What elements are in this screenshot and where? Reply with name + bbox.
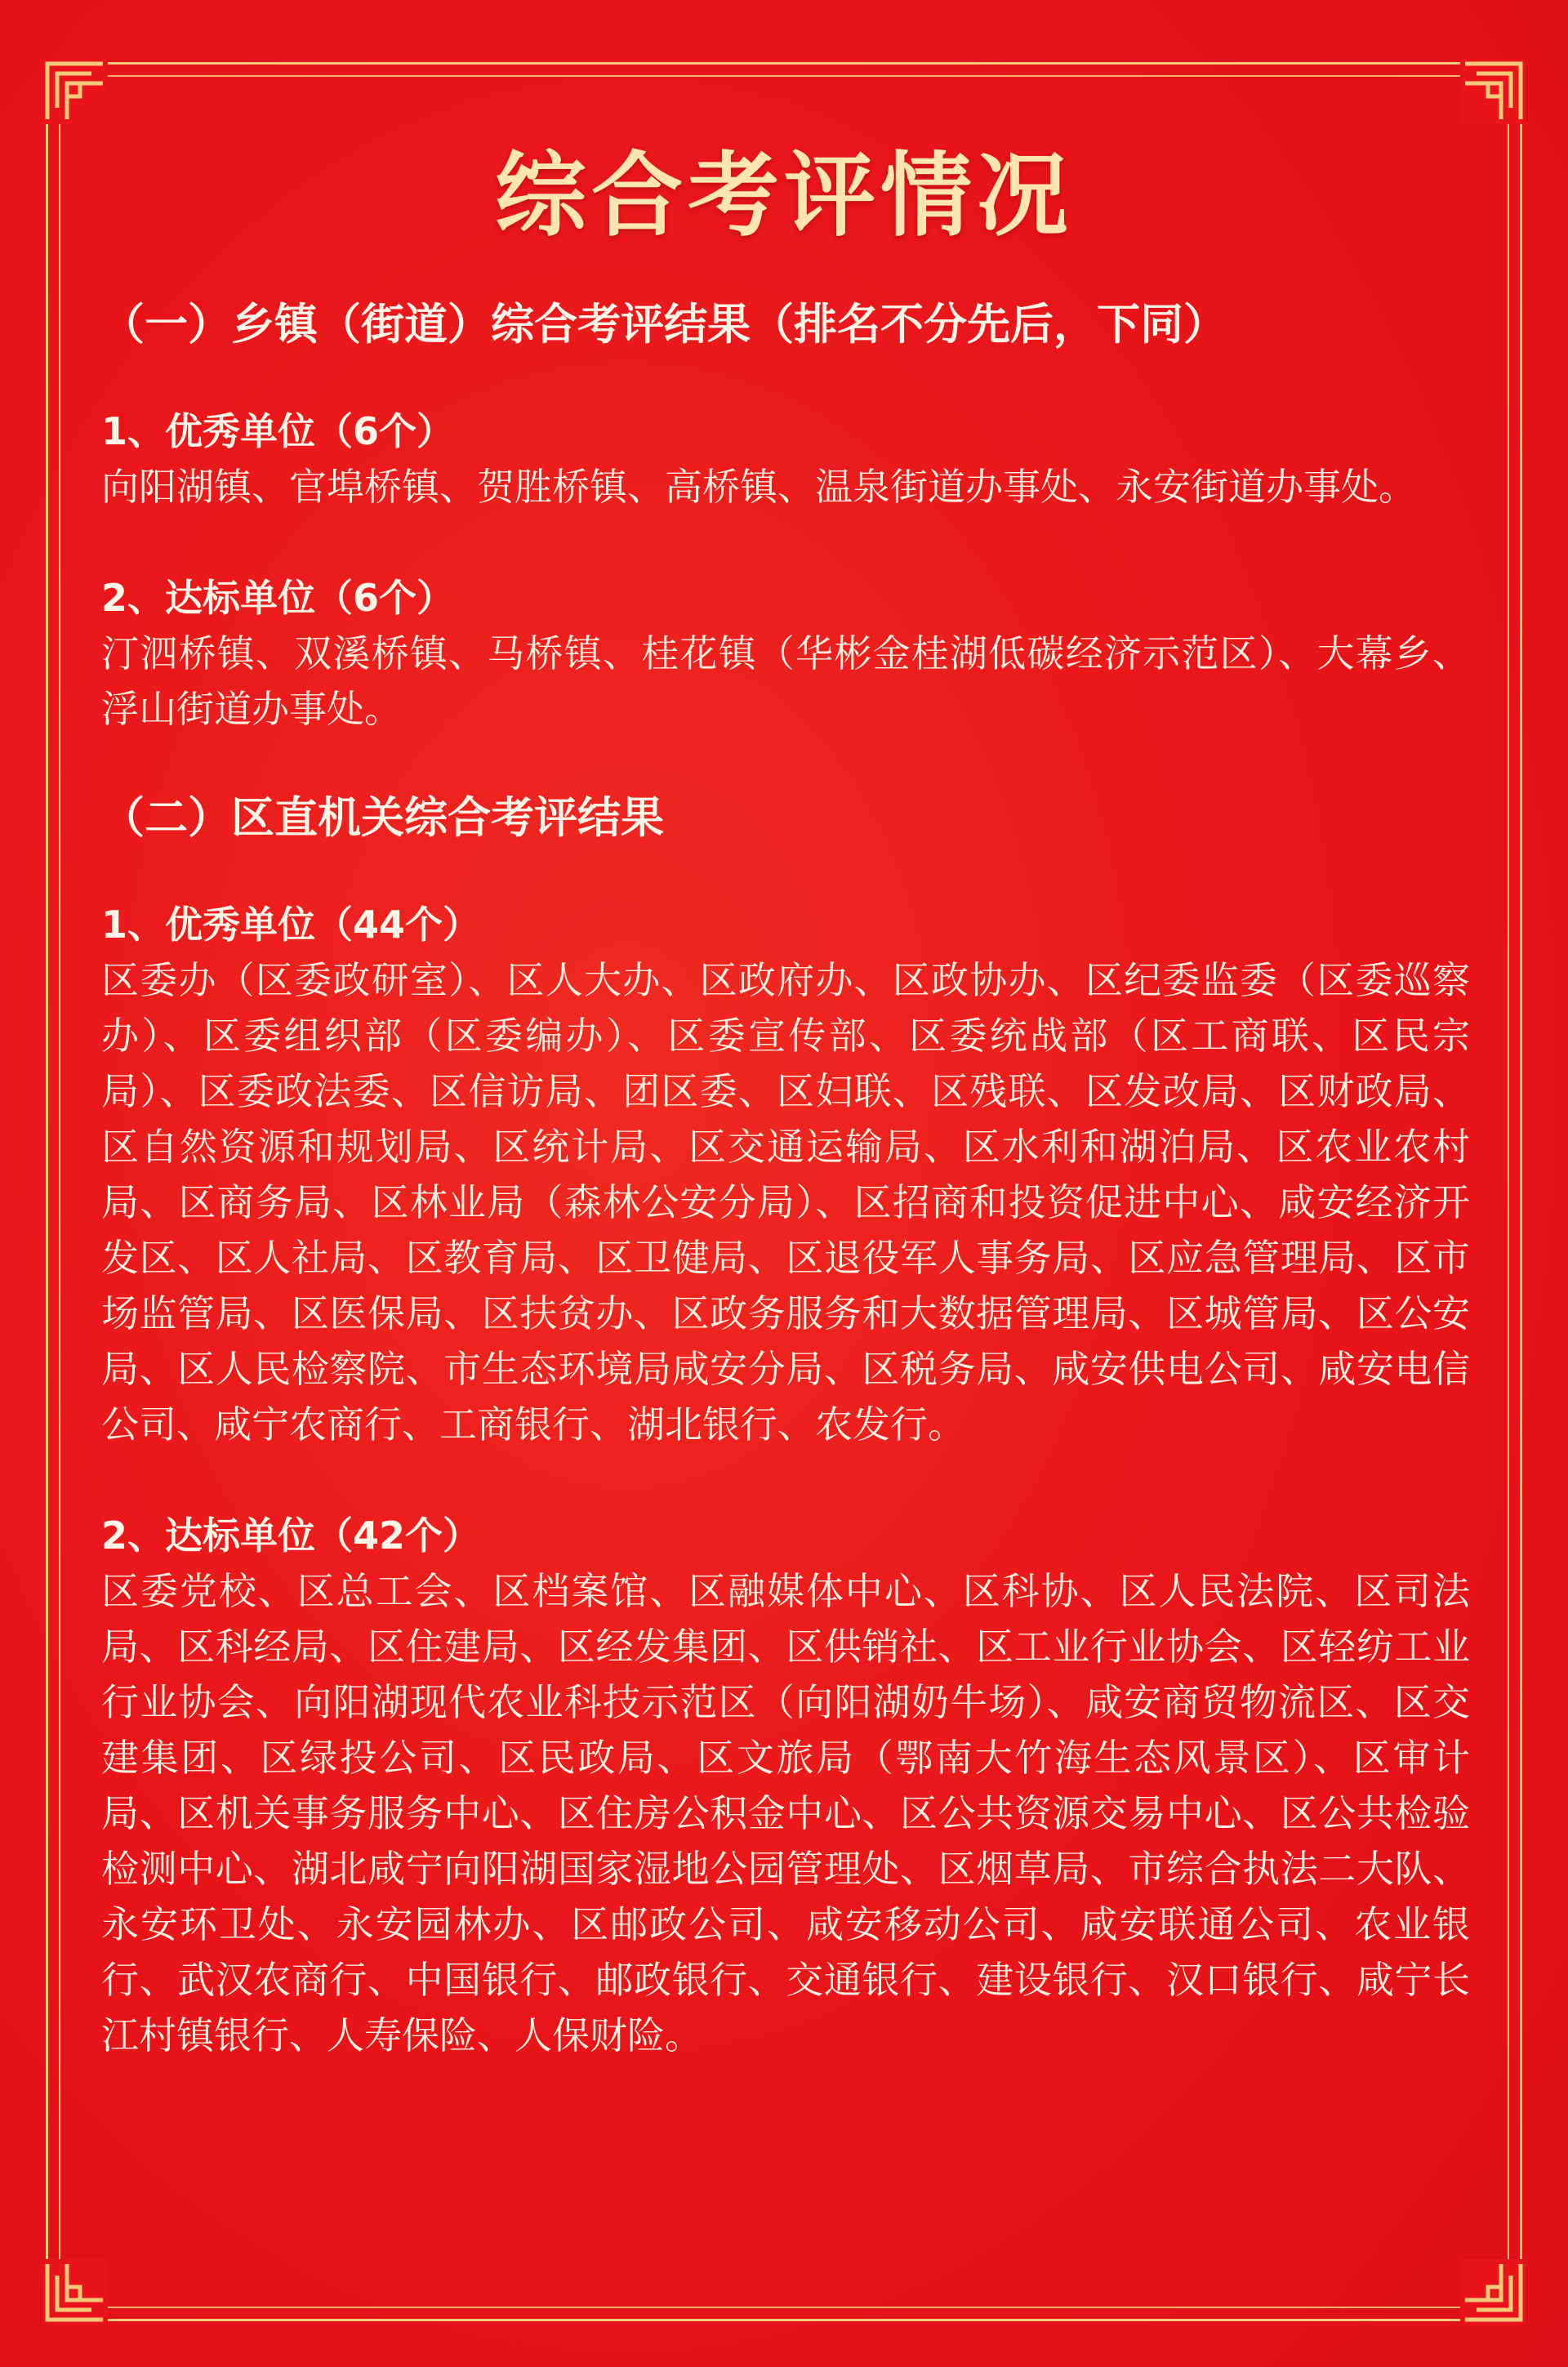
corner-ornament-icon [1460,2259,1526,2325]
towns-standard-label: 2、达标单位（6个） [101,576,455,620]
section-heading-towns: （一）乡镇（街道）综合考评结果（排名不分先后，下同） [101,300,1227,350]
towns-excellent-units: 向阳湖镇、官埠桥镇、贺胜桥镇、高桥镇、温泉街道办事处、永安街道办事处。 [101,465,1416,509]
corner-ornament-icon [42,2259,108,2325]
main-content [101,292,1470,2063]
agencies-excellent-label: 1、优秀单位（44个） [101,903,481,947]
agencies-standard-label: 2、达标单位（42个） [101,1513,481,1558]
section-heading-agencies: （二）区直机关综合考评结果 [101,793,664,843]
towns-excellent-label: 1、优秀单位（6个） [101,409,455,453]
towns-standard-units: 汀泗桥镇、双溪桥镇、马桥镇、桂花镇（华彬金桂湖低碳经济示范区）、大幕乡、浮山街道办事处。 [101,631,1470,731]
agencies-excellent-units: 区委办（区委政研室）、区人大办、区政府办、区政协办、区纪委监委（区委巡察办）、区委组织部（区委编办）、区委宣传部、区委统战部（区工商联、区民宗局）、区委政法委、区信访局、团区委、区妇联、区残联、区发改局、区财政局、区自然资源和规划局、区统计局、区交通运输局、区水利和湖泊局、区农业农村局、区商务局、区林业局（森林公安分局）、区招商和投资促进中心、咸安经济开发区、区人社局、区教育局、区卫健局、区退役军人事务局、区应急管理局、区市场监管局、区医保局、区扶贫办、区政务服务和大数据管理局、区城管局、区公安局、区人民检察院、市生态环境局咸安分局、区税务局、咸安供电公司、咸安电信公司、咸宁农商行、工商银行、湖北银行、农发行。 [101,958,1470,1446]
agencies-standard-units: 区委党校、区总工会、区档案馆、区融媒体中心、区科协、区人民法院、区司法局、区科经局、区住建局、区经发集团、区供销社、区工业行业协会、区轻纺工业行业协会、向阳湖现代农业科技示范区（向阳湖奶牛场）、咸安商贸物流区、区交建集团、区绿投公司、区民政局、区文旅局（鄂南大竹海生态风景区）、区审计局、区机关事务服务中心、区住房公积金中心、区公共资源交易中心、区公共检验检测中心、湖北咸宁向阳湖国家湿地公园管理处、区烟草局、市综合执法二大队、永安环卫处、永安园林办、区邮政公司、咸安移动公司、咸安联通公司、农业银行、武汉农商行、中国银行、邮政银行、交通银行、建设银行、汉口银行、咸宁长江村镇银行、人寿保险、人保财险。 [101,1569,1470,2057]
page-title: 综合考评情况 [495,143,1073,249]
corner-ornament-icon [1460,59,1526,124]
corner-ornament-icon [42,59,108,124]
